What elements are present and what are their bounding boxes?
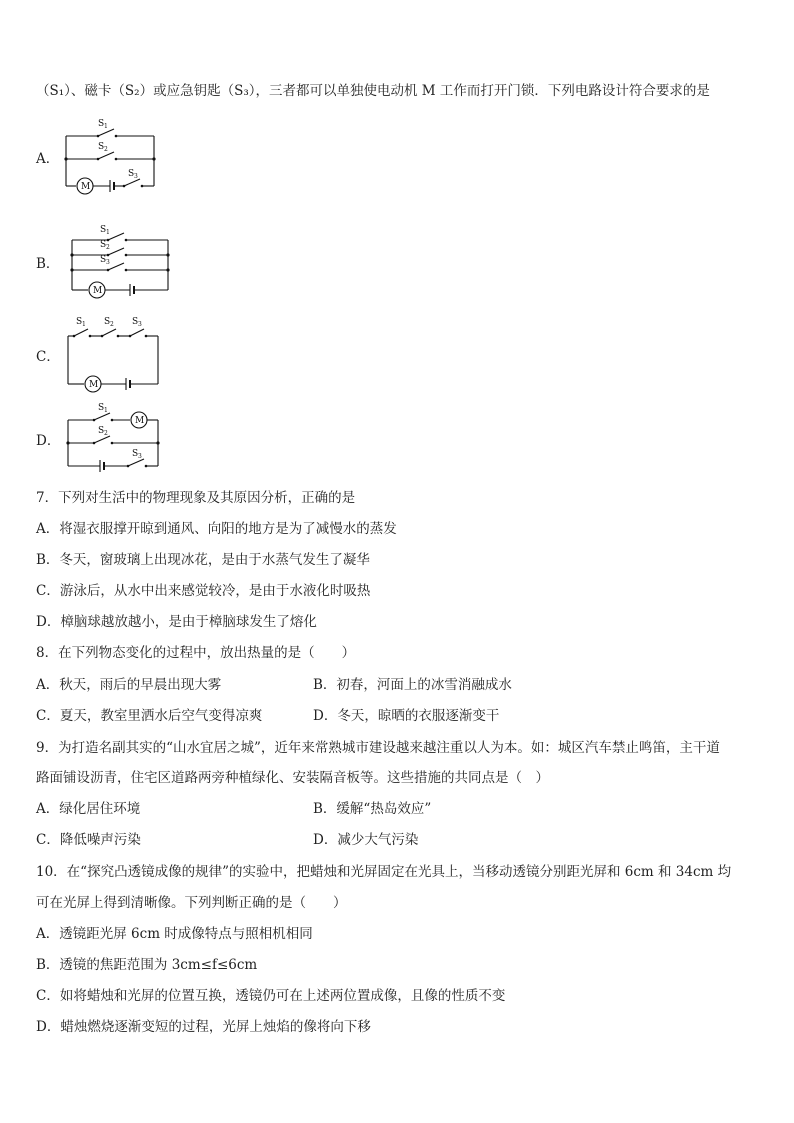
motor-label: M (89, 380, 99, 390)
switch-label-s3: S (100, 255, 107, 265)
q6-circuit-b (68, 222, 178, 304)
q9-option-c: C．降低噪声污染 (36, 832, 141, 848)
switch-label-s2: S (98, 142, 105, 152)
q8-option-c: C．夏天，教室里洒水后空气变得凉爽 (36, 708, 263, 724)
q6-option-b-label: B． (36, 256, 60, 272)
q6-option-d-label: D． (36, 433, 61, 449)
motor-label: M (93, 286, 103, 296)
q10-option-a: A．透镜距光屏 6cm 时成像特点与照相机相同 (36, 926, 313, 942)
switch-label-s3: S (128, 169, 135, 179)
switch-label-s3: S (132, 317, 139, 327)
q8-option-b: B．初春，河面上的冰雪消融成水 (313, 677, 512, 693)
q6-circuit-d (64, 400, 164, 476)
switch-label-s1: S (98, 403, 105, 413)
q6-stem: （S₁）、磁卡（S₂）或应急钥匙（S₃），三者都可以单独使电动机 M 工作而打开门锁．下列电路设计符合要求的是 (36, 83, 710, 99)
switch-sub-1: 1 (104, 123, 108, 130)
motor-label: M (81, 182, 91, 192)
q9-stem-line-2: 路面铺设沥青，住宅区道路两旁种植绿化、安装隔音板等。这些措施的共同点是（ ） (36, 770, 549, 786)
q8-stem: 8．在下列物态变化的过程中，放出热量的是（ ） (36, 645, 356, 661)
q6-circuit-a (62, 118, 162, 198)
q9-stem-line-1: 9．为打造名副其实的“山水宜居之城”，近年来常熟城市建设越来越注重以人为本。如：城区汽车禁止鸣笛，主干道 (36, 740, 720, 756)
q8-option-d: D．冬天，晾晒的衣服逐渐变干 (313, 708, 500, 724)
switch-sub-2: 2 (104, 146, 108, 153)
switch-sub-3: 3 (106, 259, 110, 266)
q10-stem-line-2: 可在光屏上得到清晰像。下列判断正确的是（ ） (36, 895, 347, 911)
q10-option-d: D．蜡烛燃烧逐渐变短的过程，光屏上烛焰的像将向下移 (36, 1019, 371, 1035)
q9-option-d: D．减少大气污染 (313, 832, 419, 848)
q7-option-b: B．冬天，窗玻璃上出现冰花，是由于水蒸气发生了凝华 (36, 552, 370, 568)
q8-option-a: A．秋天，雨后的早晨出现大雾 (36, 677, 222, 693)
switch-sub-3: 3 (138, 321, 142, 328)
motor-label: M (135, 416, 145, 426)
q9-option-b: B．缓解“热岛效应” (313, 801, 432, 817)
q7-option-d: D．樟脑球越放越小，是由于樟脑球发生了熔化 (36, 614, 317, 630)
q7-stem: 7．下列对生活中的物理现象及其原因分析，正确的是 (36, 490, 356, 506)
switch-sub-2: 2 (104, 430, 108, 437)
switch-sub-2: 2 (110, 321, 114, 328)
switch-label-s1: S (76, 317, 83, 327)
q6-option-a-label: A． (36, 151, 60, 167)
q6-option-c-label: C． (36, 349, 60, 365)
q6-circuit-c (64, 314, 164, 396)
q7-option-c: C．游泳后，从水中出来感觉较冷，是由于水液化时吸热 (36, 583, 371, 599)
switch-label-s1: S (100, 225, 107, 235)
switch-label-s1: S (98, 119, 105, 129)
switch-sub-1: 1 (106, 229, 110, 236)
switch-label-s3: S (132, 449, 139, 459)
switch-sub-3: 3 (134, 173, 138, 180)
q10-option-c: C．如将蜡烛和光屏的位置互换，透镜仍可在上述两位置成像，且像的性质不变 (36, 988, 506, 1004)
switch-label-s2: S (100, 240, 107, 250)
switch-sub-1: 1 (82, 321, 86, 328)
q7-option-a: A．将湿衣服撑开晾到通风、向阳的地方是为了减慢水的蒸发 (36, 521, 397, 537)
switch-sub-2: 2 (106, 244, 110, 251)
q10-stem-line-1: 10．在“探究凸透镜成像的规律”的实验中，把蜡烛和光屏固定在光具上，当移动透镜分别距光屏和 6cm 和 34cm 均 (36, 864, 732, 880)
switch-sub-3: 3 (138, 453, 142, 460)
q10-option-b: B．透镜的焦距范围为 3cm≤f≤6cm (36, 957, 258, 973)
q9-option-a: A．绿化居住环境 (36, 801, 141, 817)
switch-label-s2: S (98, 426, 105, 436)
switch-sub-1: 1 (104, 407, 108, 414)
switch-label-s2: S (104, 317, 111, 327)
